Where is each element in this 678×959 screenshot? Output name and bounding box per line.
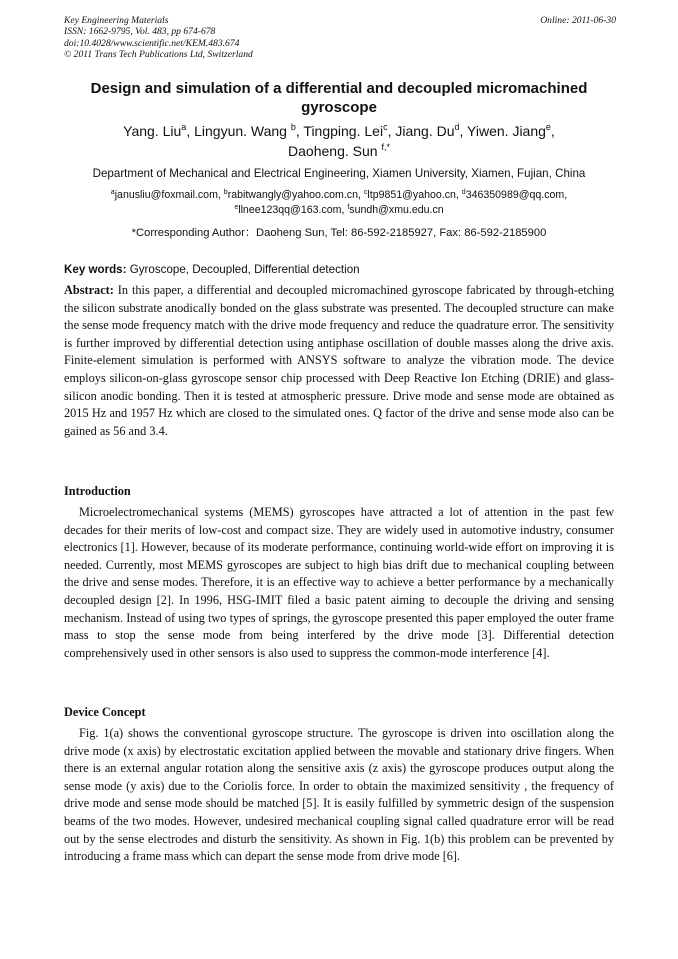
author-mark: b xyxy=(290,122,296,132)
section-body-device-concept: Fig. 1(a) shows the conventional gyroscope structure. The gyroscope is driven into oscillation along the drive mode (x axis) by electrostatic excitation applied between the movable and stationary drive fingers. When there is an external angular rotation along the sensitive axis (z axis) the gyroscope produces output along the sense mode (y axis) due to the Coriolis force. In order to obtain the maximized sensitivity , the frequency of drive mode and sense mode should be matched [5]. It is easily fulfilled by symmetric design of the suspension beams of the two modes. However, undesired mechanical coupling signal called quadrature error will be read out by the sense electrodes and disturb the sensitivity. As shown in Fig. 1(b) this problem can be prevented by introducing a frame mass which can depart the sense mode from drive mode [6]. xyxy=(64,726,614,864)
author-name: Jiang. Du xyxy=(395,123,455,139)
email-mark: d xyxy=(461,189,466,196)
author-mark: d xyxy=(454,122,460,132)
journal-header xyxy=(64,15,253,61)
paper-title: Design and simulation of a differential and decoupled micromachined gyroscope xyxy=(90,80,588,116)
author-name: Lingyun. Wang xyxy=(194,123,287,139)
section-body-introduction: Microelectromechanical systems (MEMS) gyroscopes have attracted a lot of attention in the past few decades for their merits of low-cost and compact size. They are widely used in automotive industry, consumer electronics [1]. However, because of its moderate performance, continuing world-wide effort on improving it is needed. Currently, most MEMS gyroscopes are subject to high bias drift due to mechanical coupling between the drive and sense modes. Therefore, it is an effective way to achieve a better performance by a mechanically decoupled design [2]. In 1996, HSG-IMIT filed a basic patent aiming to decouple the driving and sensing mechanism. Instead of using two types of springs, the gyroscope presented this paper employed the outer frame mass to stop the sense mode from being interfered by the drive mode [3]. Differential detection comprehensively used in other sensors is also used to suppress the common-mode interference [4]. xyxy=(64,505,614,660)
email-mark: a xyxy=(110,189,115,196)
author-list: Yang. Liu$^a$, Lingyun. Wang $^b$, Tingping. Lei$^c$, Jiang. Du$^d$, Yiwen. Jiang$^e$, Daoheng. Sun $^{f,*}$ xyxy=(123,122,555,159)
keywords-label: Key words: xyxy=(64,263,127,276)
email-list: $^a$janusliu@foxmail.com, $^b$rabitwangly@yahoo.com.cn, $^c$ltp9851@yahoo.cn, $^d$346350989@qq.com, $^e$llnee123qq@163.com, $^f$sundh@xmu.edu.cn xyxy=(110,189,568,216)
abstract xyxy=(64,282,614,440)
email-mark: b xyxy=(223,189,228,196)
keywords xyxy=(64,262,614,277)
abstract-text: In this paper, a differential and decoupled micromachined gyroscope fabricated by through-etching the silicon substrate anodically bonded on the glass substrate was presented. The decoupled structure can make the sense mode frequency match with the drive mode frequency and reduce the quadrature error. The sensitivity is further improved by differential detection using antiphase oscillation of double masses along the drive axis. Finite-element simulation is performed with ANSYS software to analyze the vibration mode. The device employs silicon-on-glass gyroscope sensor chip processed with Deep Reactive Ion Etching (DRIE) and glass-silicon anodic bonding. Then it is tested at atmospheric pressure. Drive mode and sense mode are obtained as 2015 Hz and 1957 Hz which are closed to the simulated ones. Q factor of the drive and sense mode also can be gained as 56 and 3.4. xyxy=(64,283,615,438)
email-address: 346350989@qq.com xyxy=(465,189,565,201)
email-address: ltp9851@yahoo.cn xyxy=(367,189,456,201)
section-heading-introduction: Introduction xyxy=(64,484,131,498)
email-address: sundh@xmu.edu.cn xyxy=(349,204,444,216)
issn-line: ISSN: 1662-9795, Vol. 483, pp 674-678 xyxy=(64,26,216,38)
journal-name: Key Engineering Materials xyxy=(64,15,169,26)
author-name: Yiwen. Jiang xyxy=(467,123,546,139)
author-name: Daoheng. Sun xyxy=(288,143,378,159)
keywords-text: Gyroscope, Decoupled, Differential detection xyxy=(129,263,360,276)
doi-line: doi:10.4028/www.scientific.net/KEM.483.674 xyxy=(64,37,240,49)
author-mark: f,* xyxy=(381,142,390,152)
author-mark: e xyxy=(545,122,551,132)
affiliation: Department of Mechanical and Electrical Engineering, Xiamen University, Xiamen, Fujian, China xyxy=(92,167,586,180)
email-mark: e xyxy=(234,204,239,211)
corresponding-author: *Corresponding Author：Daoheng Sun, Tel: 86-592-2185927, Fax: 86-592-2185900 xyxy=(131,227,547,239)
email-address: rabitwangly@yahoo.com.cn xyxy=(227,189,358,201)
email-address: janusliu@foxmail.com xyxy=(114,189,218,201)
online-date: Online: 2011-06-30 xyxy=(540,15,616,26)
author-mark: c xyxy=(383,122,388,132)
section-heading-device-concept: Device Concept xyxy=(64,705,146,719)
email-mark: c xyxy=(363,189,368,196)
abstract-label: Abstract: xyxy=(64,283,114,297)
author-mark: a xyxy=(181,122,187,132)
email-mark: f xyxy=(347,204,350,211)
copyright-line: © 2011 Trans Tech Publications Ltd, Switzerland xyxy=(64,49,253,61)
email-address: llnee123qq@163.com xyxy=(238,204,342,216)
author-name: Yang. Liu xyxy=(123,123,182,139)
author-name: Tingping. Lei xyxy=(303,123,384,139)
